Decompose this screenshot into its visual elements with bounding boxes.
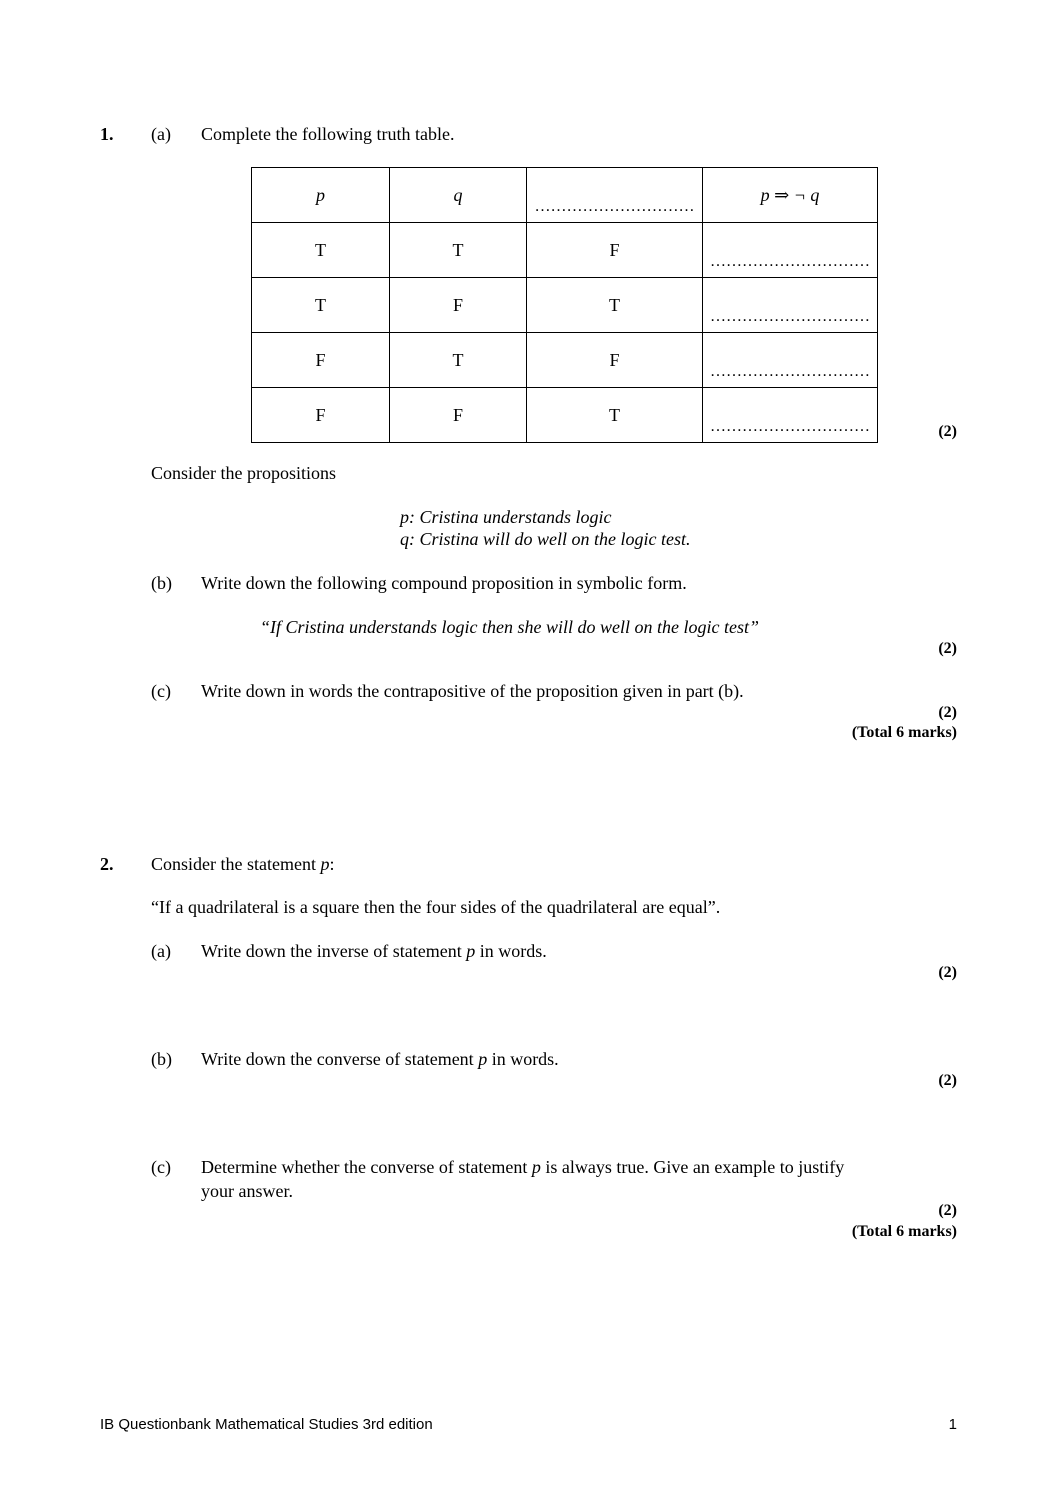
proposition-p: p: Cristina understands logic xyxy=(400,507,612,527)
q2-intro-text: Consider the statement xyxy=(151,854,321,874)
q2-part-b-marks: (2) xyxy=(938,1072,957,1089)
question-1-number: 1. xyxy=(100,124,114,144)
cell: T xyxy=(390,223,527,278)
q2-part-a-text xyxy=(201,942,547,960)
q2-intro-variable: p xyxy=(320,854,330,874)
q2-part-c-marks: (2) xyxy=(938,1202,957,1219)
q2-part-a-marks: (2) xyxy=(938,964,957,981)
q2-intro-colon: : xyxy=(329,854,335,874)
answer-blank: ………………………… xyxy=(703,388,878,443)
cell: F xyxy=(527,223,703,278)
cell: T xyxy=(252,278,390,333)
q1-total-marks: (Total 6 marks) xyxy=(851,724,957,741)
table-row xyxy=(252,333,878,388)
q2-part-a-text-suffix: in words. xyxy=(475,941,547,961)
answer-blank: ………………………… xyxy=(703,278,878,333)
cell: F xyxy=(527,333,703,388)
header-p: p xyxy=(252,168,390,223)
q2-total-marks: (Total 6 marks) xyxy=(851,1223,957,1240)
q2-part-b-variable: p xyxy=(478,1049,488,1069)
q2-part-a-label: (a) xyxy=(151,941,171,961)
truth-table xyxy=(251,167,878,443)
truth-table-header-row xyxy=(252,168,878,223)
q2-part-c-variable: p xyxy=(531,1157,541,1177)
consider-propositions: Consider the propositions xyxy=(151,463,336,483)
q2-part-c-text-line2: your answer. xyxy=(201,1181,293,1201)
q2-part-b-label: (b) xyxy=(151,1049,172,1069)
q2-part-b-text-suffix: in words. xyxy=(487,1049,559,1069)
q1-part-c-label: (c) xyxy=(151,681,171,701)
q2-part-b-text-prefix: Write down the converse of statement xyxy=(201,1049,479,1069)
table-row xyxy=(252,278,878,333)
q2-statement: “If a quadrilateral is a square then the four sides of the quadrilateral are equal”. xyxy=(151,897,721,917)
cell: T xyxy=(527,278,703,333)
cell: T xyxy=(527,388,703,443)
header-p-implies-not-q: p ⇒ ¬ q xyxy=(703,168,878,223)
q2-part-b-text xyxy=(201,1050,559,1068)
q1-part-b-label: (b) xyxy=(151,573,172,593)
page-number: 1 xyxy=(948,1416,957,1433)
q2-part-c-text xyxy=(201,1158,844,1176)
table-row xyxy=(252,388,878,443)
footer-source: IB Questionbank Mathematical Studies 3rd edition xyxy=(100,1416,433,1433)
header-q: q xyxy=(390,168,527,223)
cell: F xyxy=(390,278,527,333)
q2-part-a-variable: p xyxy=(466,941,476,961)
q1-part-b-quote: “If Cristina understands logic then she will do well on the logic test” xyxy=(260,617,759,637)
q1-part-c-marks: (2) xyxy=(938,704,957,721)
q1-part-a-label: (a) xyxy=(151,124,171,144)
q2-part-a-text-prefix: Write down the inverse of statement xyxy=(201,941,467,961)
q1-part-b-text: Write down the following compound proposition in symbolic form. xyxy=(201,573,687,593)
q2-part-c-text-suffix: is always true. Give an example to justify xyxy=(540,1157,845,1177)
cell: T xyxy=(252,223,390,278)
q1-part-b-marks: (2) xyxy=(938,640,957,657)
answer-blank: ………………………… xyxy=(703,223,878,278)
q2-part-c-text-prefix: Determine whether the converse of statement xyxy=(201,1157,532,1177)
q1-part-a-text: Complete the following truth table. xyxy=(201,124,455,144)
answer-blank: ………………………… xyxy=(703,333,878,388)
proposition-q: q: Cristina will do well on the logic test. xyxy=(400,529,691,549)
cell: F xyxy=(252,333,390,388)
table-row xyxy=(252,223,878,278)
q1-part-c-text: Write down in words the contrapositive of the proposition given in part (b). xyxy=(201,681,744,701)
cell: T xyxy=(390,333,527,388)
header-blank-answer: ………………………… xyxy=(527,168,703,223)
cell: F xyxy=(252,388,390,443)
q1-part-a-marks: (2) xyxy=(938,423,957,440)
cell: F xyxy=(390,388,527,443)
q2-intro xyxy=(151,855,334,873)
q2-part-c-label: (c) xyxy=(151,1157,171,1177)
question-2-number: 2. xyxy=(100,854,114,874)
